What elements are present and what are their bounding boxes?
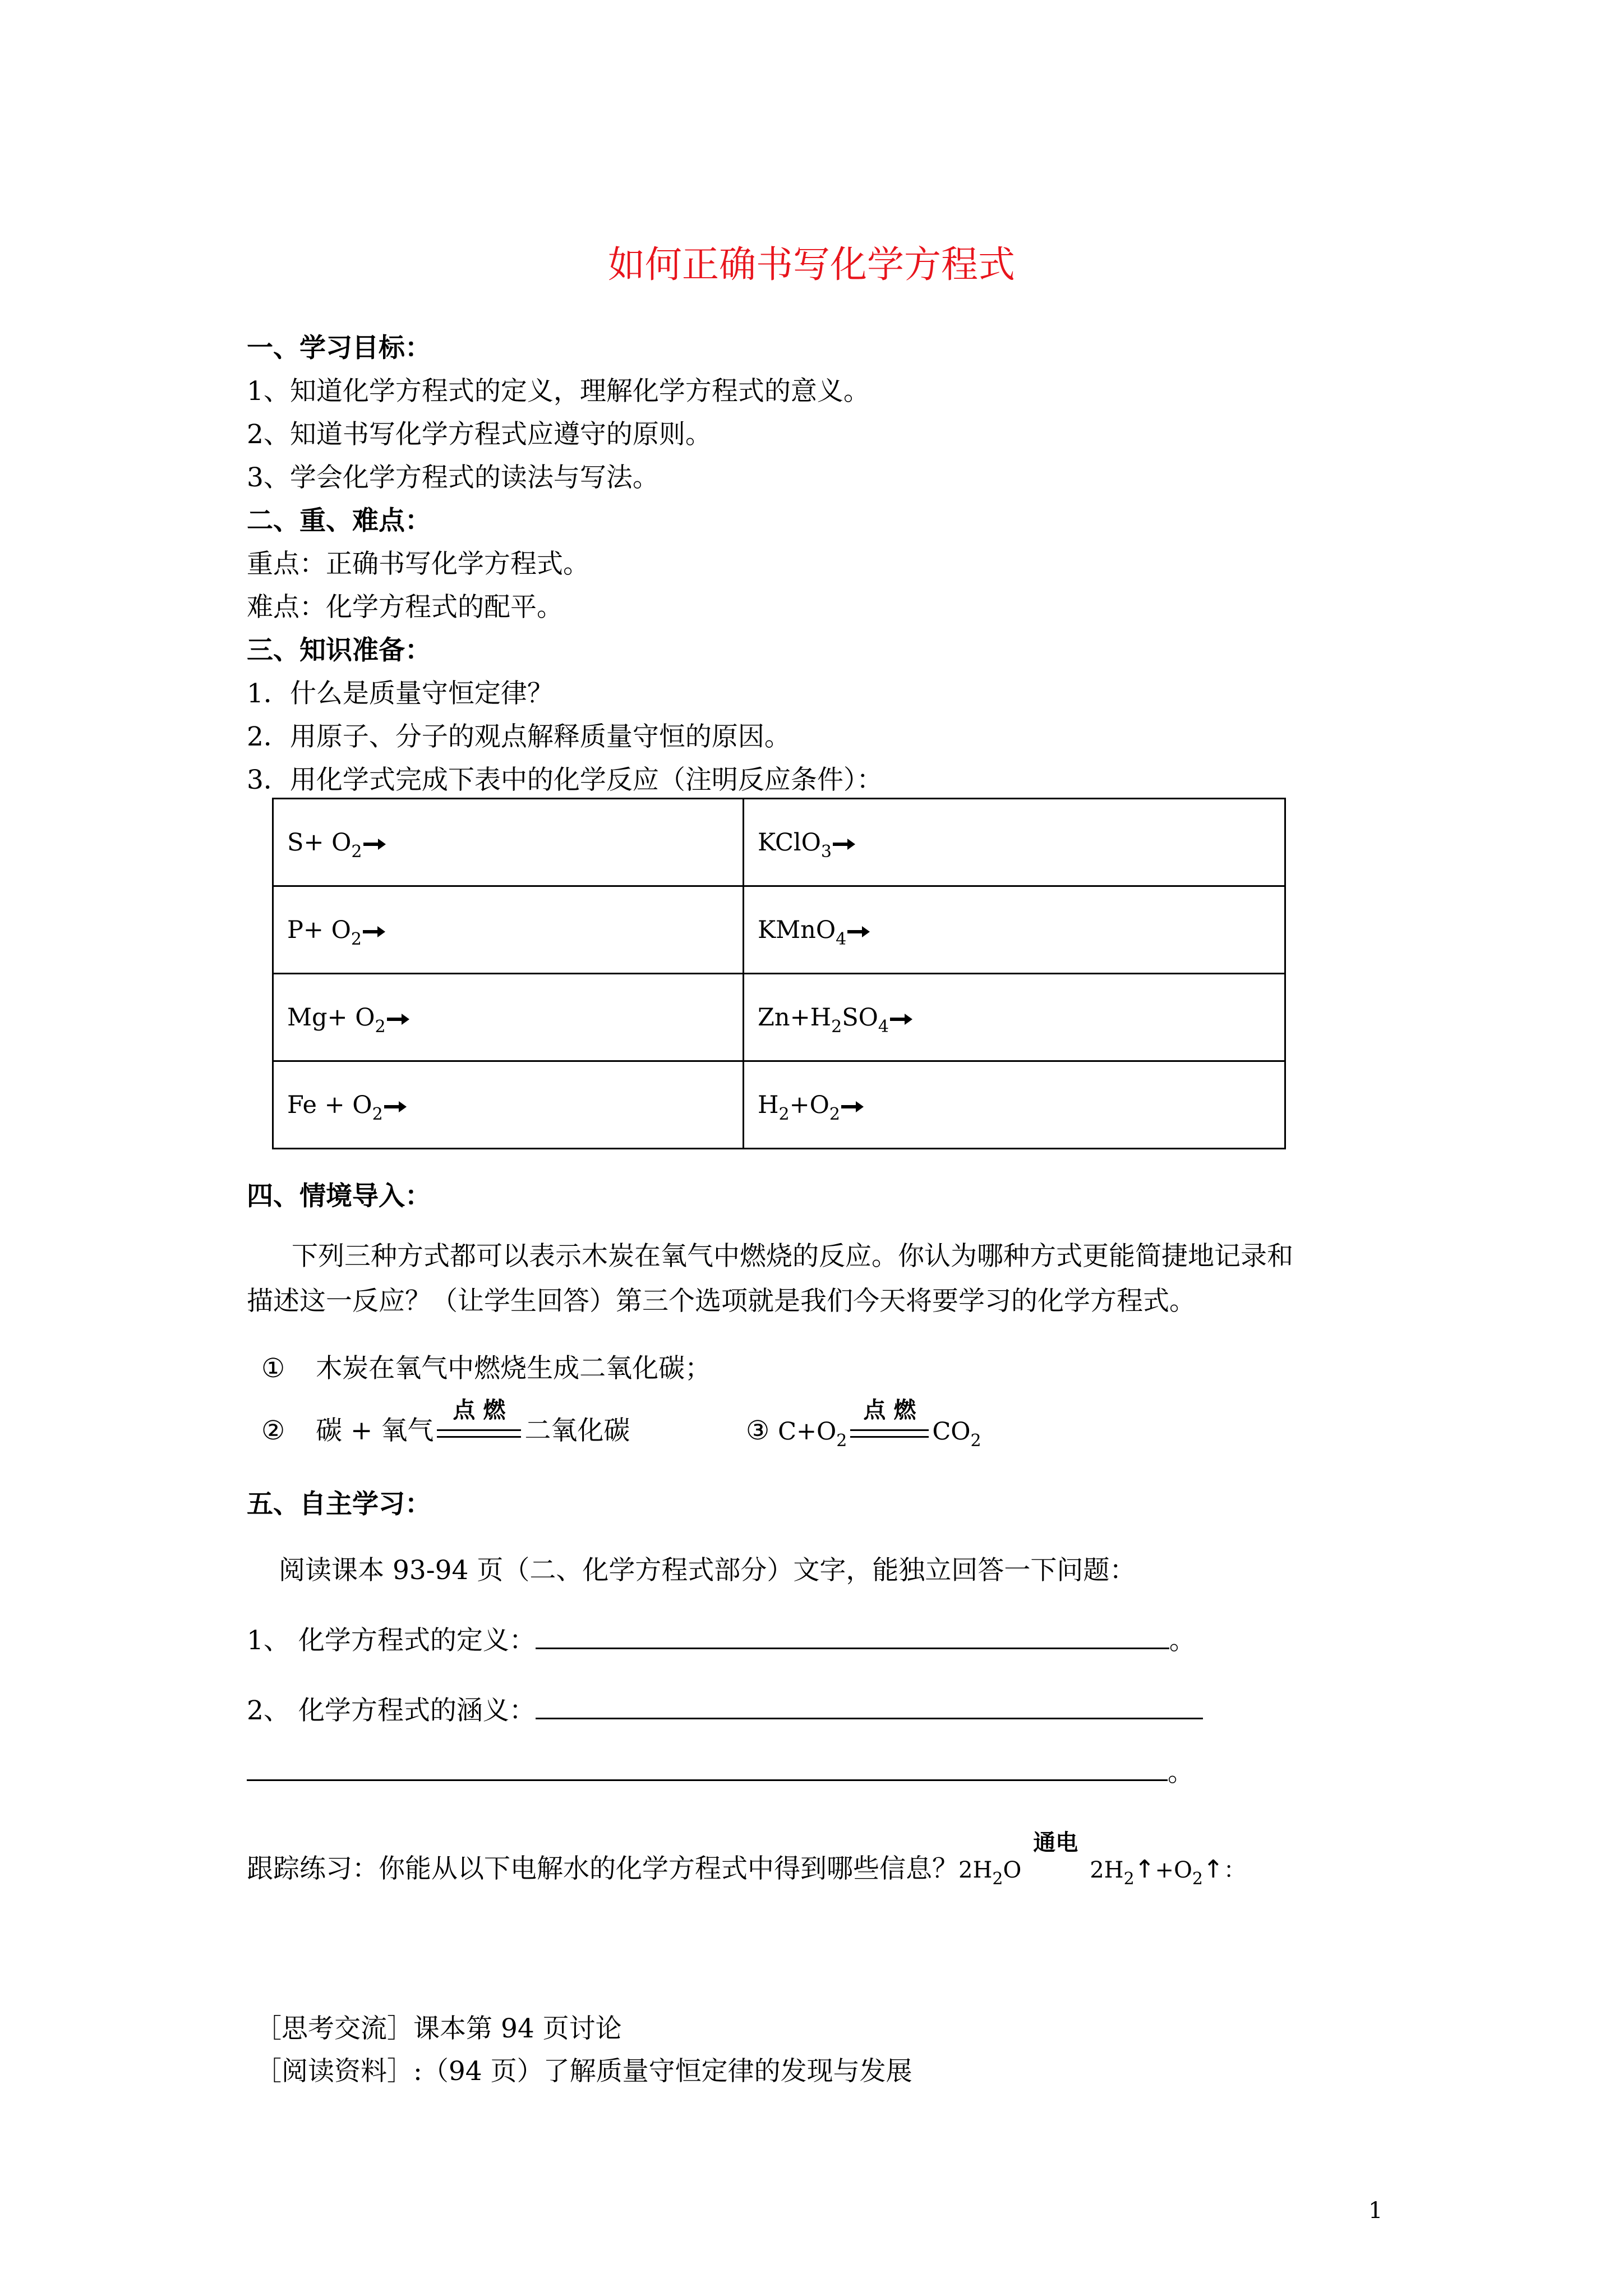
reaction-cell: KClO$_3$	[744, 799, 1285, 886]
reaction-cell: $S+ O_2$	[273, 799, 744, 886]
reaction-cell: $Zn+H_2SO_4$	[744, 974, 1285, 1061]
difficult-point: 难点：化学方程式的配平。	[247, 592, 563, 623]
option-number: ③	[746, 1415, 770, 1446]
self-study-intro: 阅读课本 93-94 页（二、化学方程式部分）文字，能独立回答一下问题：	[279, 1555, 1136, 1586]
question-2-continuation: 。	[247, 1755, 1194, 1789]
answer-blank	[247, 1755, 1168, 1781]
question-1: 1、 化学方程式的定义： 。	[247, 1623, 1196, 1658]
page-number: 1	[1368, 2198, 1383, 2224]
table-row	[273, 886, 1285, 974]
arrow-icon	[363, 930, 383, 933]
arrow-icon	[847, 930, 868, 933]
arrow-icon	[363, 843, 384, 846]
reaction-cell: $P+ O_2$	[273, 886, 744, 974]
prep-question-1: 1．什么是质量守恒定律？	[247, 678, 554, 709]
answer-blank	[536, 1693, 1203, 1719]
section-3-heading: 三、知识准备：	[247, 635, 431, 666]
table-row	[273, 799, 1285, 886]
prep-question-2: 2．用原子、分子的观点解释质量守恒的原因。	[247, 721, 791, 752]
tracking-exercise: 跟踪练习：你能从以下电解水的化学方程式中得到哪些信息？$2H_2O$ 通电 $2H_2↑+O_2↑$：	[247, 1830, 1246, 1889]
reaction-condition-sign: 点 燃	[850, 1416, 929, 1450]
option-text: 木炭在氧气中燃烧生成二氧化碳；	[316, 1353, 712, 1384]
reaction-condition-sign: 点 燃	[437, 1416, 521, 1450]
prep-question-3: 3．用化学式完成下表中的化学反应（注明反应条件）：	[247, 765, 883, 795]
objective-2: 2、知道书写化学方程式应遵守的原则。	[247, 419, 712, 450]
answer-blank	[536, 1623, 1169, 1649]
option-number: ①	[261, 1353, 285, 1384]
document-title: 如何正确书写化学方程式	[608, 243, 1015, 286]
think-exchange: ［思考交流］课本第 94 页讨论	[255, 2013, 622, 2044]
question-2: 2、 化学方程式的涵义：	[247, 1693, 1203, 1728]
section-5-heading: 五、自主学习：	[247, 1489, 431, 1520]
table-row	[273, 1061, 1285, 1149]
key-point: 重点：正确书写化学方程式。	[247, 549, 589, 579]
arrow-icon	[833, 843, 853, 846]
reaction-cell: $Mg+ O_2$	[273, 974, 744, 1061]
reading-material: ［阅读资料］:（94 页）了解质量守恒定律的发现与发展	[255, 2056, 912, 2087]
electrolysis-equation: $2H_2O$ 通电 $2H_2↑+O_2↑$：	[958, 1830, 1246, 1889]
scenario-paragraph-line-1: 下列三种方式都可以表示木炭在氧气中燃烧的反应。你认为哪种方式更能简捷地记录和	[292, 1241, 1293, 1272]
section-4-heading: 四、情境导入：	[247, 1181, 431, 1212]
section-2-heading: 二、重、难点：	[247, 505, 431, 536]
reaction-cell: KMnO$_4$	[744, 886, 1285, 974]
arrow-icon	[384, 1105, 404, 1108]
reaction-cell: $H_2+O_2$	[744, 1061, 1285, 1149]
section-1-heading: 一、学习目标：	[247, 333, 431, 364]
arrow-icon	[387, 1018, 407, 1021]
reaction-table	[272, 798, 1286, 1149]
option-1	[261, 1352, 711, 1386]
option-3: ③ $C+O_2$ 点 燃 $CO_2$	[746, 1397, 981, 1451]
objective-3: 3、学会化学方程式的读法与写法。	[247, 462, 659, 493]
option-2: ② 碳 + 氧气 点 燃 二氧化碳	[261, 1414, 630, 1450]
arrow-icon	[890, 1018, 910, 1021]
table-row	[273, 974, 1285, 1061]
reaction-cell: $Fe + O_2$	[273, 1061, 744, 1149]
scenario-paragraph-line-2: 描述这一反应？（让学生回答）第三个选项就是我们今天将要学习的化学方程式。	[247, 1286, 1196, 1317]
option-number: ②	[261, 1415, 285, 1446]
arrow-icon	[841, 1105, 861, 1108]
objective-1: 1、知道化学方程式的定义，理解化学方程式的意义。	[247, 376, 870, 407]
